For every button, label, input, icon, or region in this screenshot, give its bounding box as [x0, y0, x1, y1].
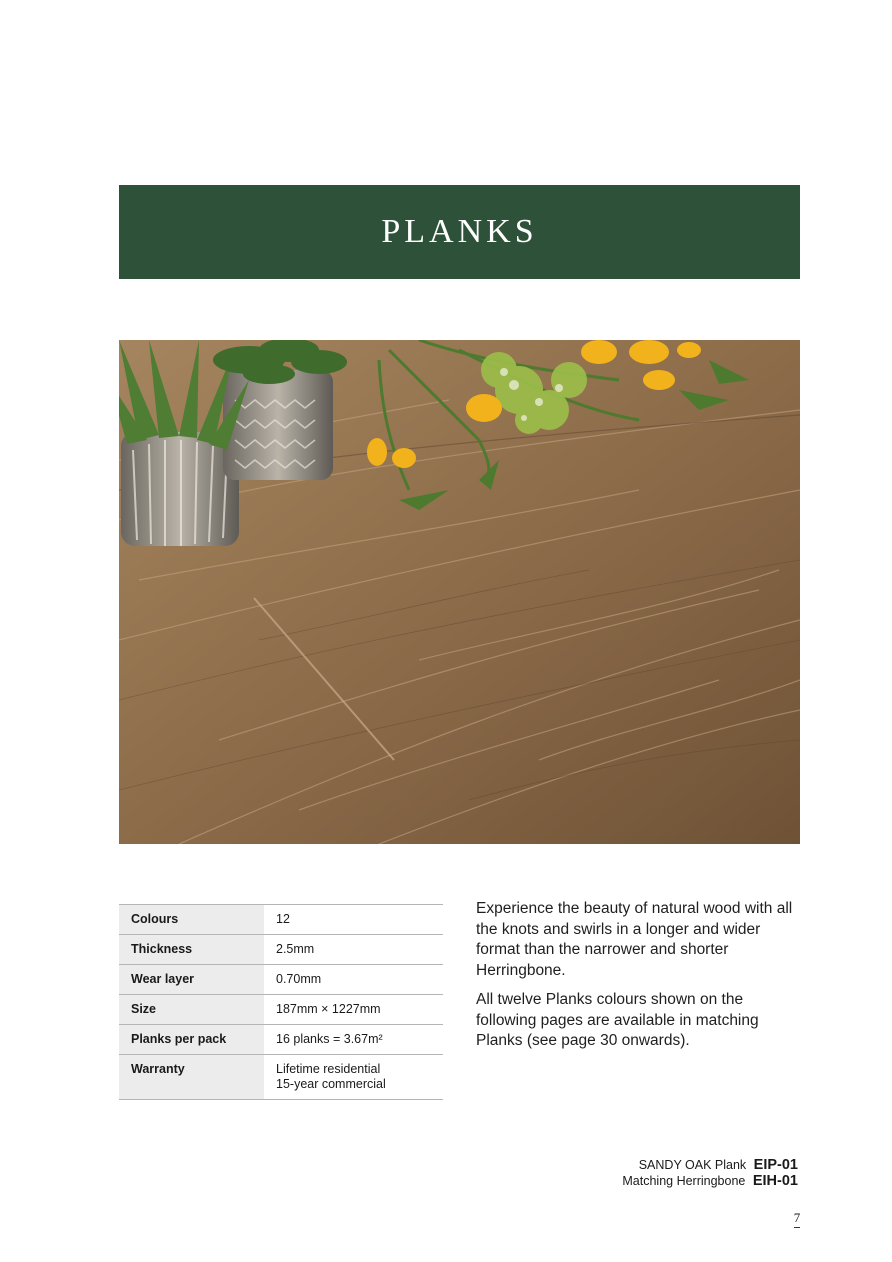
spec-label: Wear layer: [119, 965, 264, 995]
spec-value: [264, 995, 443, 1025]
spec-label: Planks per pack: [119, 1025, 264, 1055]
spec-label: Size: [119, 995, 264, 1025]
spec-value: [264, 935, 443, 965]
spec-value-line: Lifetime residential: [276, 1062, 381, 1076]
spec-value-line: 15-year commercial: [276, 1077, 386, 1091]
spec-label: Colours: [119, 905, 264, 935]
product-photo: [119, 340, 800, 844]
spec-value: [264, 905, 443, 935]
table-row: [119, 1025, 443, 1055]
product-description: [476, 899, 806, 1061]
spec-value: [264, 965, 443, 995]
description-paragraph: Experience the beauty of natural wood with all the knots and swirls in a longer and wider format than the narrower and shorter Herringbone.: [476, 900, 793, 979]
title-banner: [119, 185, 800, 279]
spec-label: Warranty: [119, 1055, 264, 1100]
page-number-underline: [794, 1227, 800, 1228]
table-row: [119, 995, 443, 1025]
product-code: EIH-01: [752, 1173, 798, 1189]
product-code: EIP-01: [753, 1157, 798, 1173]
product-code-row: [622, 1157, 798, 1173]
product-name: SANDY OAK Plank: [638, 1158, 747, 1172]
oak-floor-image: [119, 340, 800, 844]
table-row: [119, 965, 443, 995]
product-codes: [622, 1157, 798, 1189]
product-code-row: [622, 1173, 798, 1189]
spec-value-line: 0.70mm: [276, 972, 322, 986]
spec-label: Thickness: [119, 935, 264, 965]
description-paragraph: All twelve Planks colours shown on the following pages are available in matching Planks (see page 30 onwards).: [476, 991, 759, 1049]
page-number: [788, 1210, 806, 1228]
spec-value-line: 12: [276, 912, 290, 926]
page-title: PLANKS: [381, 213, 538, 250]
spec-value: [264, 1025, 443, 1055]
spec-value-line: 2.5mm: [276, 942, 315, 956]
spec-value: [264, 1055, 443, 1100]
product-name: Matching Herringbone: [622, 1174, 746, 1188]
spec-value-line: 187mm × 1227mm: [276, 1002, 381, 1016]
table-row: [119, 1055, 443, 1100]
spec-value-line: 16 planks = 3.67m²: [276, 1032, 383, 1046]
page-number-text: 7: [793, 1210, 801, 1225]
table-row: [119, 905, 443, 935]
table-row: [119, 935, 443, 965]
specifications-table: [119, 904, 443, 1100]
